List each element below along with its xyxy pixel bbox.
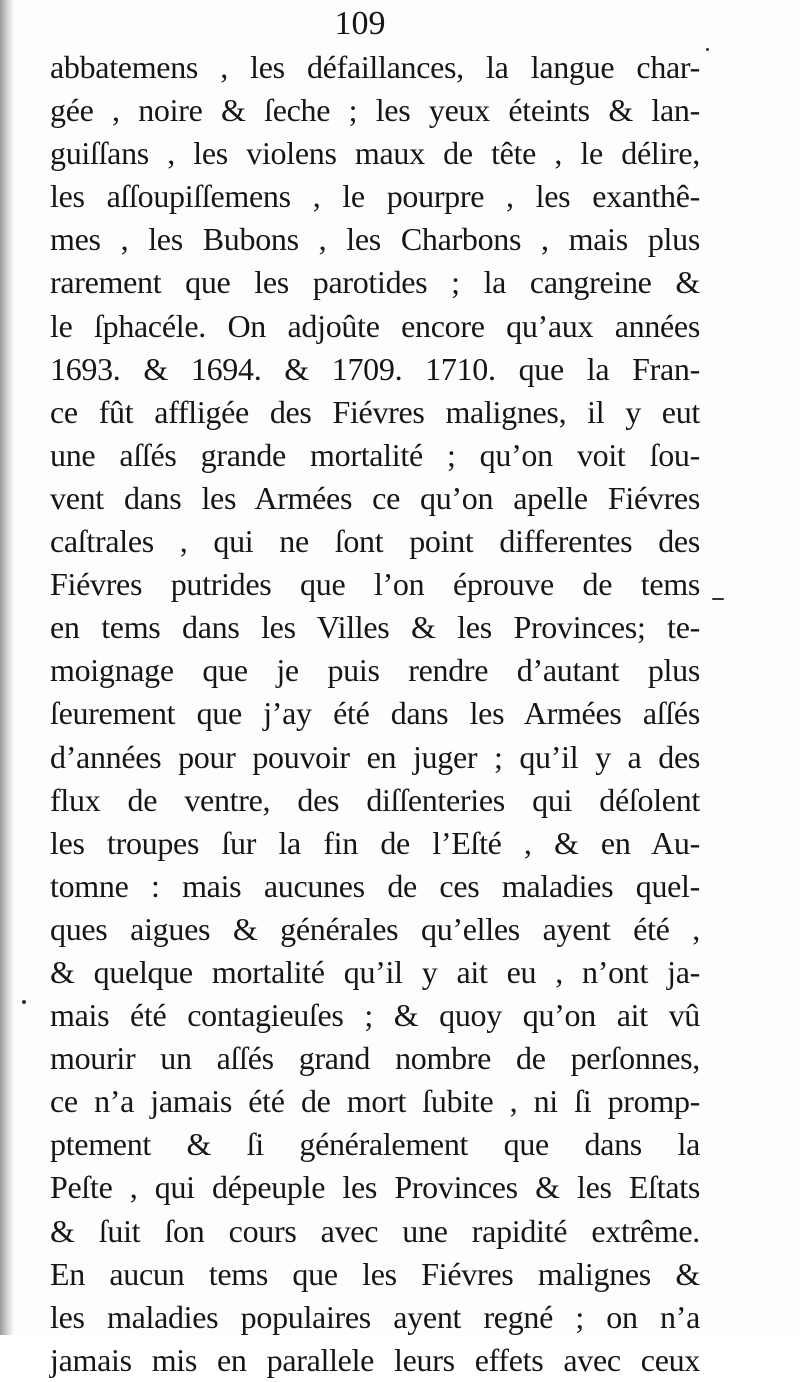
text-line: Peſte , qui dépeuple les Provinces & les Eſtats xyxy=(50,1169,700,1206)
text-line: moignage que je puis rendre d’autant plus xyxy=(50,652,700,689)
text-line: ques aigues & générales qu’elles ayent été , xyxy=(50,910,700,947)
text-line: Fiévres putrides que l’on éprouve de tems xyxy=(50,566,700,603)
paper-speck xyxy=(22,1000,26,1004)
text-line: les maladies populaires ayent regné ; on n’a xyxy=(50,1298,700,1335)
text-line: ce n’a jamais été de mort ſubite , ni ſi promp- xyxy=(50,1083,700,1120)
text-line: vent dans les Armées ce qu’on apelle Fiévres xyxy=(50,479,700,516)
text-line: ſeurement que j’ay été dans les Armées aſſés xyxy=(50,695,700,732)
text-line: mourir un aſſés grand nombre de perſonnes, xyxy=(50,1040,700,1077)
text-line: abbatemens , les défaillances, la langue char- xyxy=(50,49,700,85)
paper-speck xyxy=(712,598,724,600)
text-line: caſtrales , qui ne ſont point differentes des xyxy=(50,523,700,560)
text-line: le ſphacéle. On adjoûte encore qu’aux années xyxy=(50,307,700,344)
text-line: guiſſans , les violens maux de tête , le délire, xyxy=(50,135,700,172)
text-line: ce fût affligée des Fiévres malignes, il y eut xyxy=(50,393,700,430)
text-line: En aucun tems que les Fiévres malignes & xyxy=(50,1255,700,1292)
text-line: jamais mis en parallele leurs effets avec ceux xyxy=(50,1341,700,1378)
text-line: rarement que les parotides ; la cangreine & xyxy=(50,264,700,301)
text-line: les troupes ſur la fin de l’Eſté , & en Au- xyxy=(50,824,700,861)
page-gutter-shadow xyxy=(0,0,14,1335)
text-line: une aſſés grande mortalité ; qu’on voit ſou- xyxy=(50,436,700,473)
text-line: 1693. & 1694. & 1709. 1710. que la Fran- xyxy=(50,350,700,387)
text-line: & ſuit ſon cours avec une rapidité extrême. xyxy=(50,1212,700,1249)
paper-speck xyxy=(706,48,709,51)
text-line: en tems dans les Villes & les Provinces; te- xyxy=(50,609,700,646)
text-line: & quelque mortalité qu’il y ait eu , n’ont ja- xyxy=(50,953,700,990)
text-line: tomne : mais aucunes de ces maladies quel- xyxy=(50,867,700,904)
text-line: mes , les Bubons , les Charbons , mais plus xyxy=(50,221,700,258)
body-text xyxy=(50,46,700,1382)
text-line: flux de ventre, des diſſenteries qui déſolent xyxy=(50,781,700,818)
text-line: ptement & ſi généralement que dans la xyxy=(50,1126,700,1163)
page-number: 109 xyxy=(334,5,386,42)
text-line: mais été contagieuſes ; & quoy qu’on ait vû xyxy=(50,997,700,1034)
text-line: d’années pour pouvoir en juger ; qu’il y a des xyxy=(50,738,700,775)
text-line: les aſſoupiſſemens , le pourpre , les exanthê- xyxy=(50,178,700,215)
text-line: gée , noire & ſeche ; les yeux éteints & lan- xyxy=(50,92,700,129)
